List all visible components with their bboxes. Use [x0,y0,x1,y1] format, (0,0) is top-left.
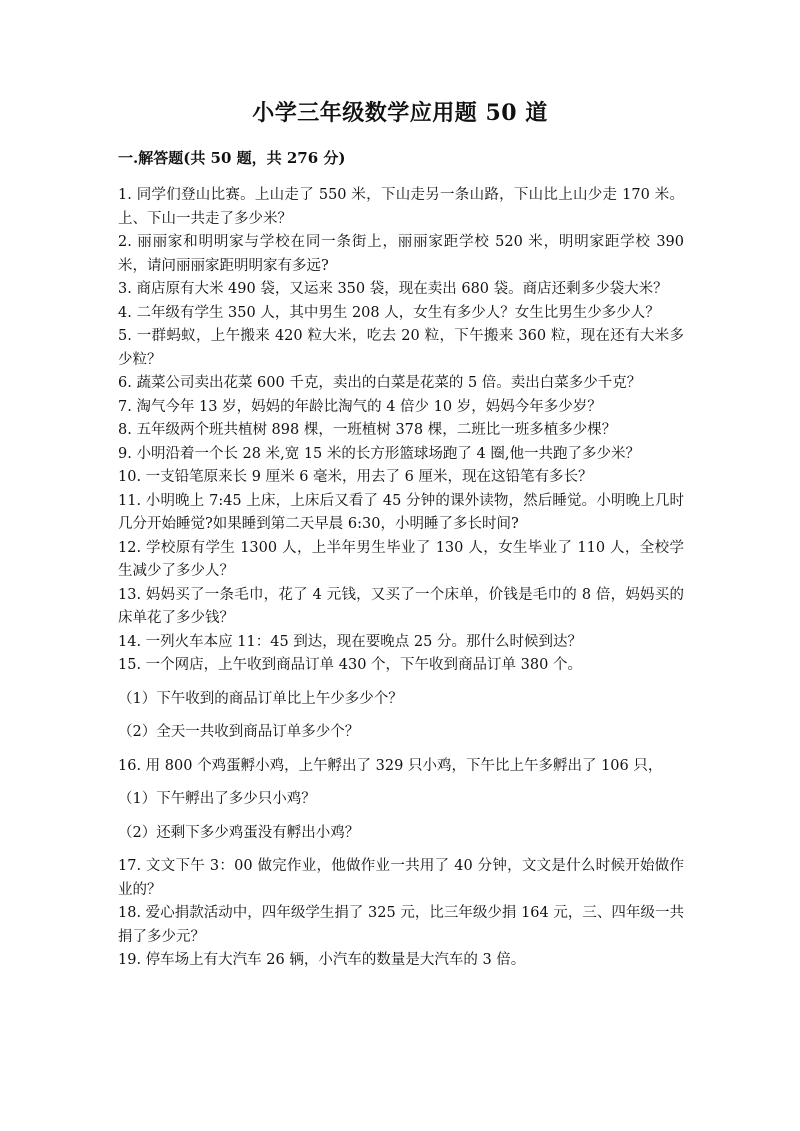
page-title: 小学三年级数学应用题 50 道 [252,100,548,126]
question-12: 12. 学校原有学生 1300 人，上半年男生毕业了 130 人，女生毕业了 110 人，全校学生减少了多少人？ [118,539,684,579]
question-15: 15. 一个网店，上午收到商品订单 430 个，下午收到商品订单 380 个。 [118,657,582,673]
question-6: 6. 蔬菜公司卖出花菜 600 千克，卖出的白菜是花菜的 5 倍。卖出白菜多少千克？ [118,375,642,391]
question-18: 18. 爱心捐款活动中，四年级学生捐了 325 元，比三年级少捐 164 元，三、四年级一共捐了多少元？ [118,905,684,945]
section-heading: 一.解答题(共 50 题，共 276 分) [118,149,346,167]
question-14: 14. 一列火车本应 11：45 到达，现在要晚点 25 分。那什么时候到达？ [118,633,582,650]
question-list [118,184,684,973]
question-16-part-2: （2）还剩下多少鸡蛋没有孵出小鸡？ [118,824,360,841]
question-13: 13. 妈妈买了一条毛巾，花了 4 元钱，又买了一个床单，价钱是毛巾的 8 倍，妈妈买的床单花了多少钱？ [118,586,684,626]
question-15-part-1: （1）下午收到的商品订单比上午少多少个？ [118,690,403,707]
question-1: 1. 同学们登山比赛。上山走了 550 米，下山走另一条山路，下山比上山少走 170 米。上、下山一共走了多少米？ [118,187,684,227]
question-15-part-2: （2）全天一共收到商品订单多少个？ [118,724,360,740]
question-10: 10. 一支铅笔原来长 9 厘米 6 毫米，用去了 6 厘米，现在这铅笔有多长？ [118,469,593,485]
question-17: 17. 文文下午 3：00 做完作业，他做作业一共用了 40 分钟，文文是什么时候开始做作业的？ [118,858,684,898]
question-11: 11. 小明晚上 7:45 上床，上床后又看了 45 分钟的课外读物，然后睡觉。小明晚上几时几分开始睡觉?如果睡到第二天早晨 6:30，小明睡了多长时间? [118,492,684,532]
question-3: 3. 商店原有大米 490 袋，又运来 350 袋，现在卖出 680 袋。商店还剩多少袋大米？ [118,281,668,297]
question-16-part-1: （1）下午孵出了多少只小鸡？ [118,791,316,807]
question-9: 9. 小明沿着一个长 28 米,宽 15 米的长方形篮球场跑了 4 圈,他一共跑了多少米？ [118,445,640,462]
question-5: 5. 一群蚂蚁，上午搬来 420 粒大米，吃去 20 粒，下午搬来 360 粒，现在还有大米多少粒？ [118,328,684,368]
question-2: 2. 丽丽家和明明家与学校在同一条街上，丽丽家距学校 520 米，明明家距学校 390 米，请问丽丽家距明明家有多远? [118,234,684,274]
question-7: 7. 淘气今年 13 岁，妈妈的年龄比淘气的 4 倍少 10 岁，妈妈今年多少岁？ [118,398,602,415]
question-8: 8. 五年级两个班共植树 898 棵，一班植树 378 棵，二班比一班多植多少棵？ [118,422,617,438]
question-4: 4. 二年级有学生 350 人，其中男生 208 人，女生有多少人？女生比男生少多少人？ [118,304,660,321]
question-19: 19. 停车场上有大汽车 26 辆，小汽车的数量是大汽车的 3 倍。 [118,952,526,968]
question-16: 16. 用 800 个鸡蛋孵小鸡，上午孵出了 329 只小鸡，下午比上午多孵出了 106 只， [118,757,663,774]
